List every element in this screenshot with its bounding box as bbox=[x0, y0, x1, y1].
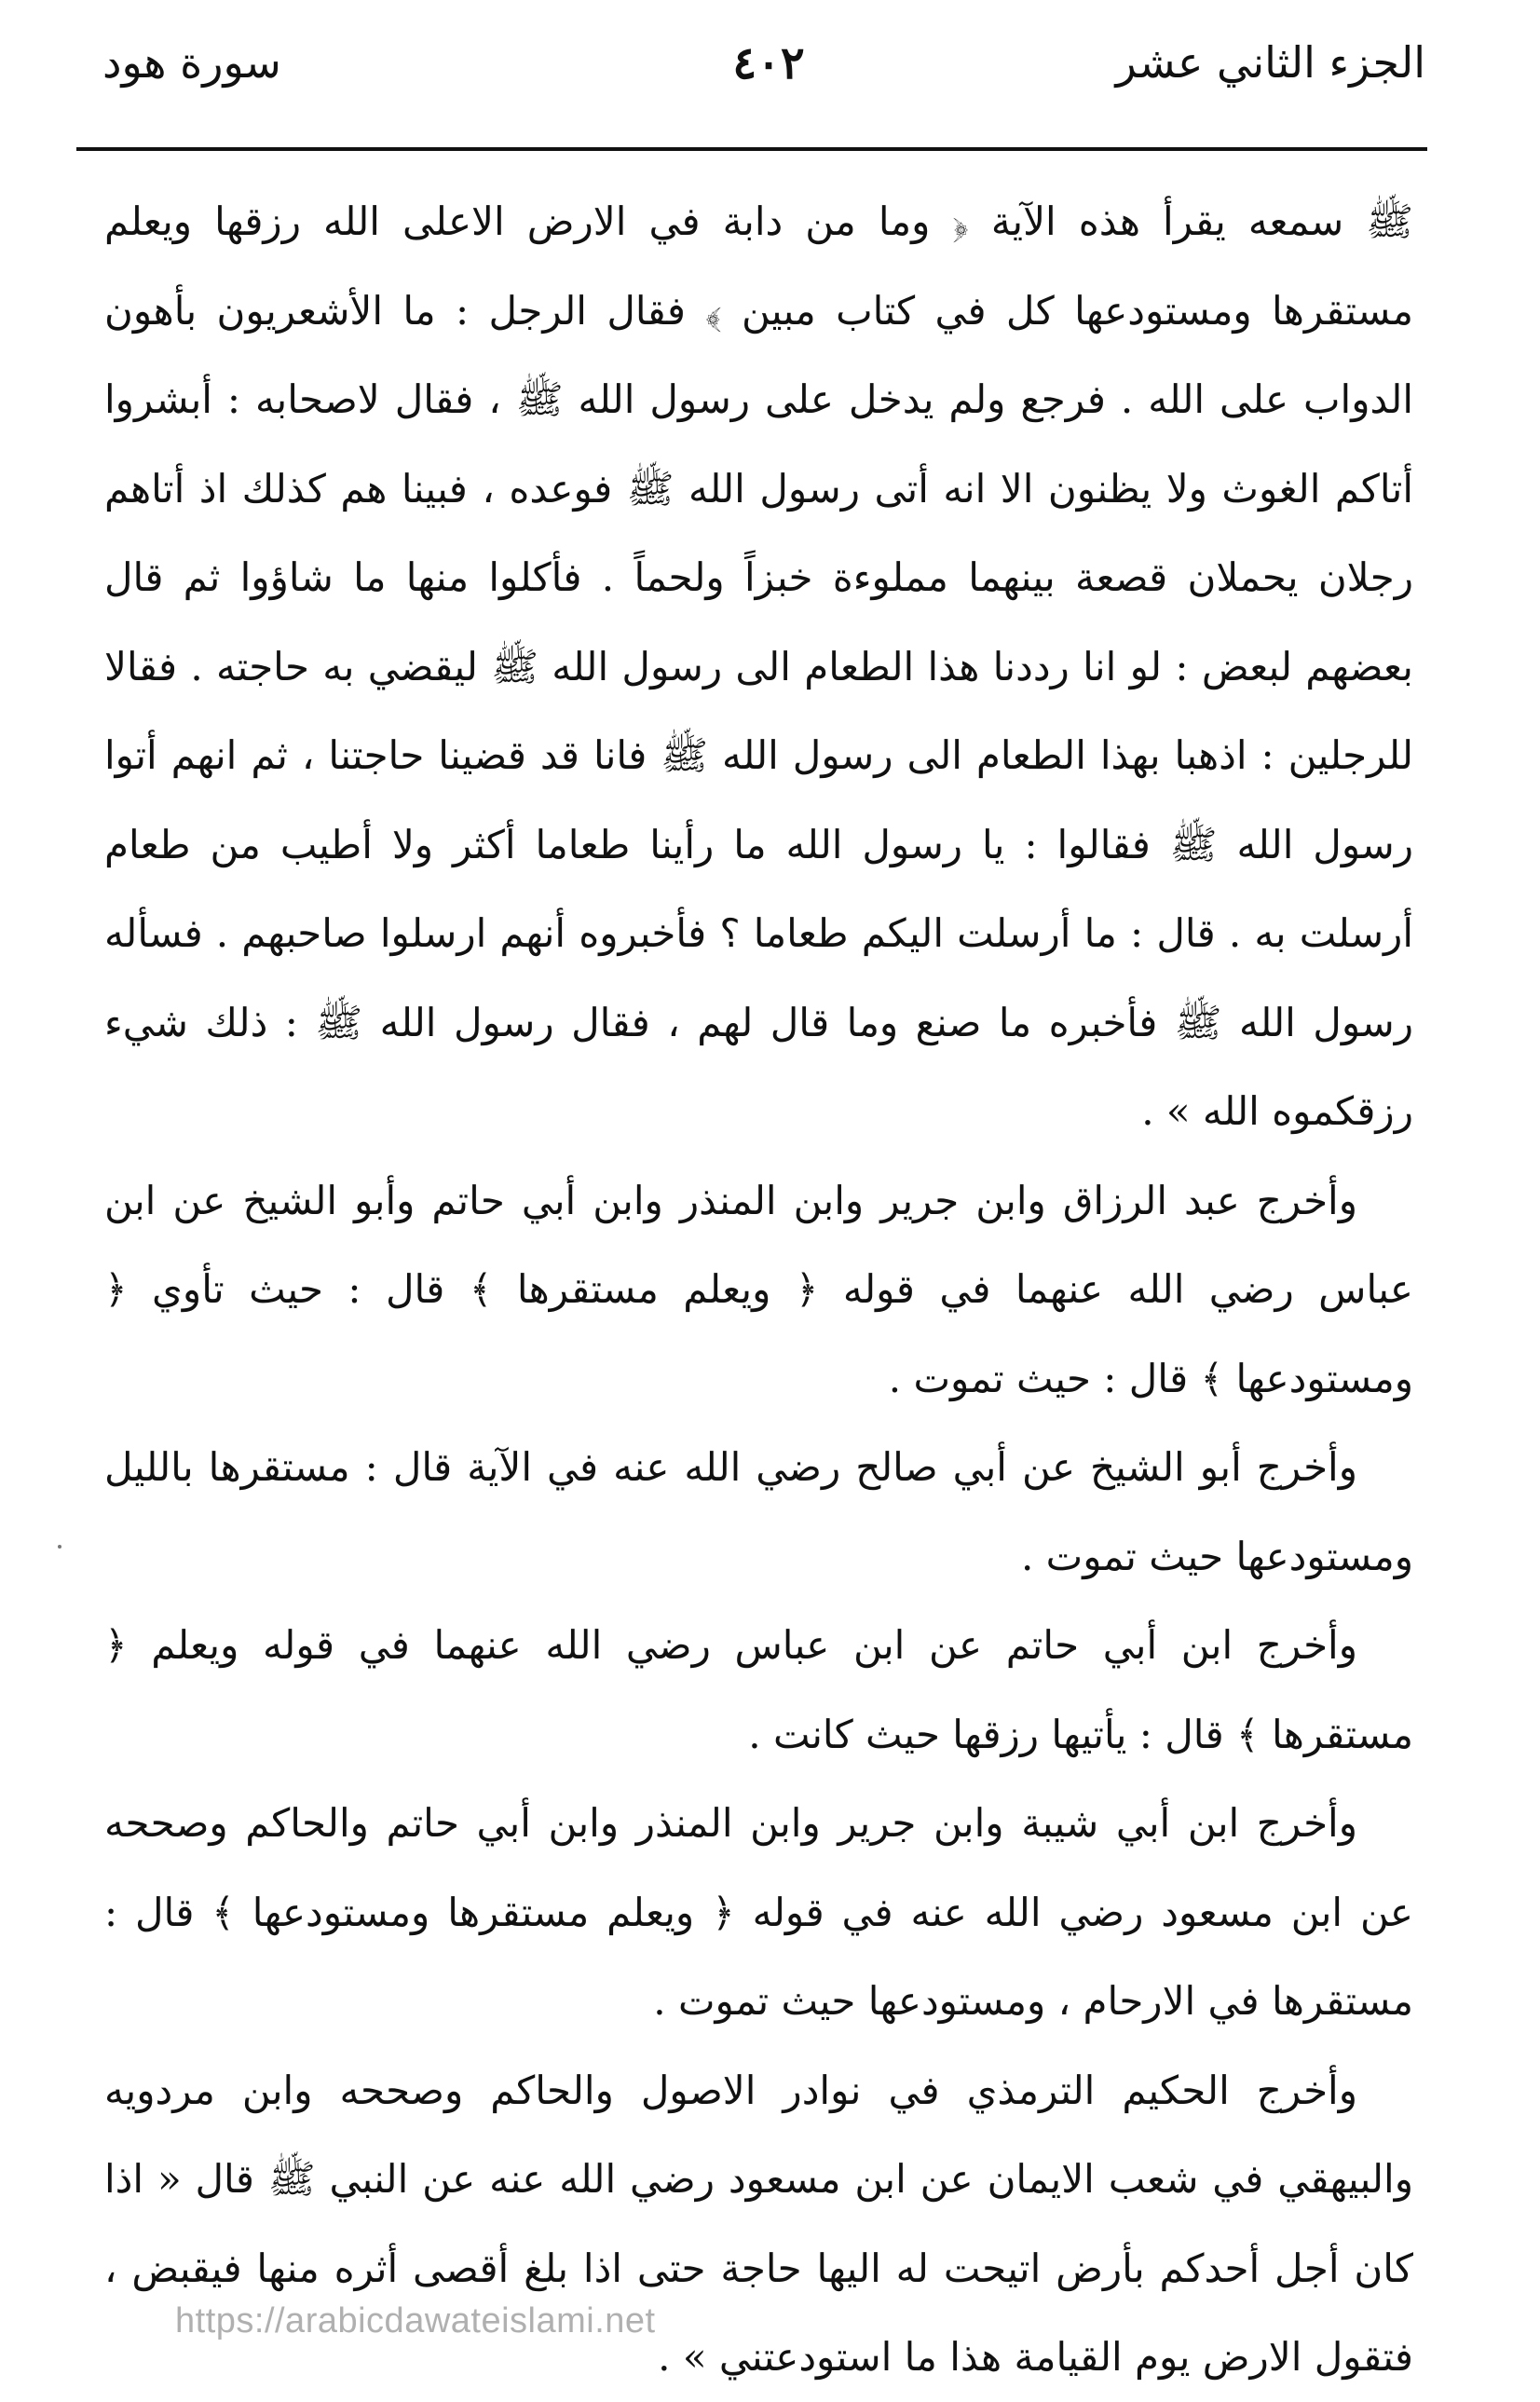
paragraph-1: ﷺ سمعه يقرأ هذه الآية ﴿ وما من دابة في الارض الاعلى الله رزقها ويعلم مستقرها ومستودعها كل في كتاب مبين ﴾ فقال الرجل : ما الأشعريون بأهون الدواب على الله . فرجع ولم يدخل على رسول الله ﷺ ، فقال لاصحابه : أبشروا أتاكم الغوث ولا يظنون الا انه أتى رسول الله ﷺ فوعده ، فبينا هم كذلك اذ أتاهم رجلان يحملان قصعة بينهما مملوءة خبزاً ولحماً . فأكلوا منها ما شاؤوا ثم قال بعضهم لبعض : لو انا رددنا هذا الطعام الى رسول الله ﷺ ليقضي به حاجته . فقالا للرجلين : اذهبا بهذا الطعام الى رسول الله ﷺ فانا قد قضينا حاجتنا ، ثم انهم أتوا رسول الله ﷺ فقالوا : يا رسول الله ما رأينا طعاما أكثر ولا أطيب من طعام أرسلت به . قال : ما أرسلت اليكم طعاما ؟ فأخبروه أنهم ارسلوا صاحبهم . فسأله رسول الله ﷺ فأخبره ما صنع وما قال لهم ، فقال رسول الله ﷺ : ذلك شيء رزقكموه الله » . bbox=[104, 198, 1413, 1134]
paragraph-4: وأخرج ابن أبي حاتم عن ابن عباس رضي الله عنهما في قوله ويعلم ﴿ مستقرها ﴾ قال : يأتيها رزقها حيث كانت . bbox=[104, 1622, 1413, 1757]
watermark-url[interactable]: https://arabicdawateislami.net bbox=[175, 2301, 656, 2341]
header-divider bbox=[76, 147, 1427, 151]
page-number: ٤٠٢ bbox=[732, 37, 805, 89]
scan-speck bbox=[58, 1545, 61, 1549]
volume-title: الجزء الثاني عشر bbox=[1115, 37, 1425, 88]
page-body bbox=[104, 177, 1413, 2402]
paragraph-5: وأخرج ابن أبي شيبة وابن جرير وابن المنذر وابن أبي حاتم والحاكم وصححه عن ابن مسعود رضي الله عنه في قوله ﴿ ويعلم مستقرها ومستودعها ﴾ قال : مستقرها في الارحام ، ومستودعها حيث تموت . bbox=[104, 1800, 1413, 2024]
paragraph-2: وأخرج عبد الرزاق وابن جرير وابن المنذر وابن أبي حاتم وأبو الشيخ عن ابن عباس رضي الله عنهما في قوله ﴿ ويعلم مستقرها ﴾ قال : حيث تأوي ﴿ ومستودعها ﴾ قال : حيث تموت . bbox=[104, 1177, 1413, 1401]
surah-title: سورة هود bbox=[102, 37, 281, 88]
paragraph-6: وأخرج الحكيم الترمذي في نوادر الاصول والحاكم وصححه وابن مردويه والبيهقي في شعب الايمان عن ابن مسعود رضي الله عنه عن النبي ﷺ قال « اذا كان أجل أحدكم بأرض اتيحت له اليها حاجة حتى اذا بلغ أقصى أثره منها فيقبض ، فتقول الارض يوم القيامة هذا ما استودعتني » . bbox=[104, 2067, 1413, 2380]
paragraph-3: وأخرج أبو الشيخ عن أبي صالح رضي الله عنه في الآية قال : مستقرها بالليل ومستودعها حيث تموت . bbox=[104, 1444, 1413, 1579]
page-header bbox=[75, 37, 1425, 121]
